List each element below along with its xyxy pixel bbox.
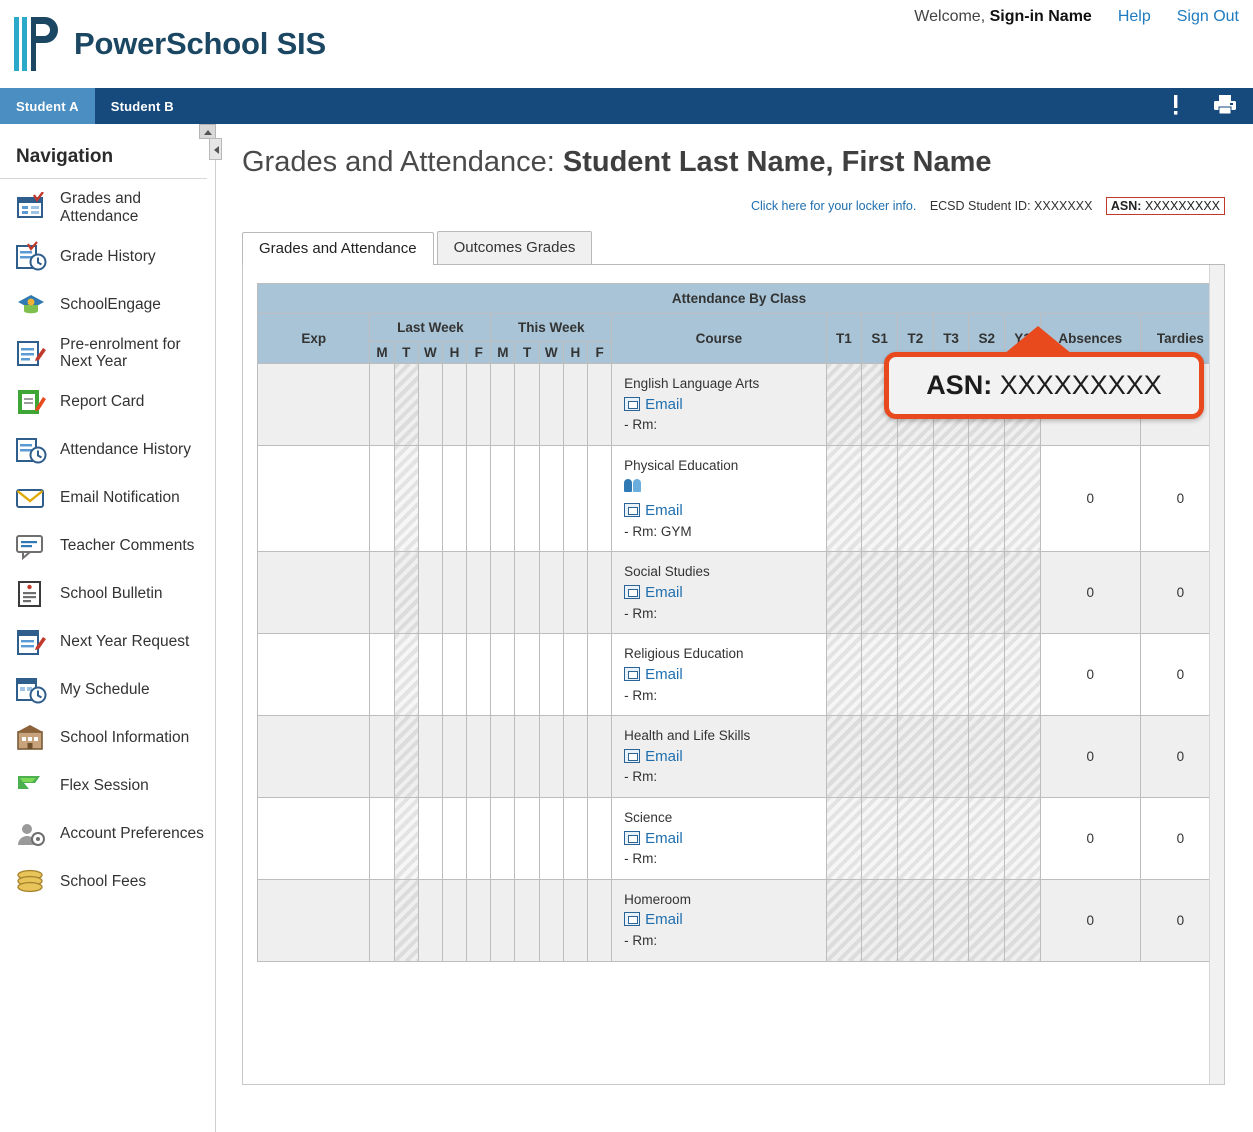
course-name: Science <box>624 809 673 825</box>
cell-lw-m <box>370 716 394 798</box>
cell-s2 <box>969 716 1005 798</box>
col-s1: S1 <box>862 314 898 364</box>
cell-t1 <box>826 445 862 551</box>
next-year-request-icon <box>14 626 48 658</box>
cell-tw-f <box>588 879 612 961</box>
student-id-label: ECSD Student ID: <box>929 199 1031 213</box>
cell-course <box>612 445 826 551</box>
email-link[interactable]: Email <box>645 583 683 601</box>
cell-tw-w <box>539 634 563 716</box>
cell-t2 <box>898 879 934 961</box>
tab-outcomes-grades[interactable]: Outcomes Grades <box>437 231 593 264</box>
pre-enrolment-icon <box>14 337 48 369</box>
course-room: - Rm: <box>624 933 658 949</box>
cell-lw-t <box>394 716 418 798</box>
cell-t3 <box>933 445 969 551</box>
course-name: English Language Arts <box>624 376 760 391</box>
sidebar-item-label: Pre-enrolment for Next Year <box>60 335 181 371</box>
welcome-prefix: Welcome, <box>914 8 986 25</box>
cell-tw-h <box>563 879 587 961</box>
callout-arrow-icon <box>1004 326 1072 354</box>
cell-lw-m <box>370 634 394 716</box>
app-title: PowerSchool SIS <box>74 26 326 61</box>
sidebar-item-teacher-comments[interactable] <box>0 522 215 570</box>
col-lw-f: F <box>467 342 491 364</box>
course-name: Physical Education <box>624 457 739 473</box>
content-tabs <box>242 231 1225 265</box>
scroll-up-arrow-icon[interactable] <box>199 124 216 139</box>
cell-s1 <box>862 716 898 798</box>
cell-tw-f <box>588 797 612 879</box>
cell-t3 <box>933 879 969 961</box>
sidebar-item-label: Flex Session <box>60 777 149 795</box>
cell-lw-h <box>442 364 466 446</box>
cell-t1 <box>826 634 862 716</box>
cell-tardies: 0 <box>1140 445 1220 551</box>
page-title <box>242 146 1225 179</box>
cell-tw-t <box>515 879 539 961</box>
cell-course <box>612 634 826 716</box>
email-notification-icon <box>14 482 48 514</box>
sidebar-item-report-card[interactable] <box>0 378 215 426</box>
asn-value: XXXXXXXXX <box>1144 199 1220 213</box>
cell-course <box>612 716 826 798</box>
cell-t3 <box>933 634 969 716</box>
cell-lw-t <box>394 797 418 879</box>
sidebar-item-label: Grades and Attendance <box>60 190 141 225</box>
cell-t1 <box>826 716 862 798</box>
help-link[interactable]: Help <box>1117 8 1151 25</box>
cell-tardies: 0 <box>1140 552 1220 634</box>
print-icon[interactable] <box>1213 94 1237 118</box>
table-row <box>258 716 1221 798</box>
email-link[interactable]: Email <box>645 502 683 519</box>
cell-absences: 0 <box>1040 445 1140 551</box>
cell-course <box>612 797 826 879</box>
cell-tardies: 0 <box>1140 634 1220 716</box>
cell-tw-m <box>491 797 515 879</box>
cell-s2 <box>969 445 1005 551</box>
cell-tw-w <box>539 364 563 446</box>
sidebar-item-label: Report Card <box>60 393 145 411</box>
cell-lw-h <box>442 634 466 716</box>
cell-t1 <box>826 797 862 879</box>
col-s2: S2 <box>969 314 1005 364</box>
sidebar-item-label: Account Preferences <box>60 825 204 843</box>
cell-exp <box>258 552 370 634</box>
table-row <box>258 879 1221 961</box>
cell-tw-f <box>588 634 612 716</box>
email-icon <box>624 397 640 411</box>
sidebar-item-label: School Fees <box>60 873 147 891</box>
cell-tw-h <box>563 445 587 551</box>
course-room: - Rm: <box>624 605 658 621</box>
cell-lw-f <box>467 634 491 716</box>
cell-lw-t <box>394 879 418 961</box>
cell-lw-f <box>467 879 491 961</box>
cell-lw-m <box>370 797 394 879</box>
email-icon <box>624 749 640 763</box>
cell-tw-f <box>588 364 612 446</box>
page-body <box>0 124 1253 1132</box>
page-title-label: Grades and Attendance: <box>242 146 555 178</box>
email-link[interactable]: Email <box>645 665 683 683</box>
cell-y1 <box>1005 634 1041 716</box>
cell-absences: 0 <box>1040 716 1140 798</box>
cell-lw-w <box>418 797 442 879</box>
cell-tw-m <box>491 364 515 446</box>
cell-tw-f <box>588 445 612 551</box>
email-icon <box>624 503 640 517</box>
cell-tw-w <box>539 716 563 798</box>
table-header-row-1 <box>258 314 1221 342</box>
cell-y1 <box>1005 716 1041 798</box>
cell-tw-t <box>515 634 539 716</box>
school-bulletin-icon <box>14 578 48 610</box>
asn-callout <box>884 352 1204 419</box>
cell-s1 <box>862 879 898 961</box>
cell-lw-f <box>467 716 491 798</box>
student-id-value: XXXXXXX <box>1034 199 1093 213</box>
sidebar-item-label: School Information <box>60 729 190 747</box>
cell-s2 <box>969 552 1005 634</box>
asn-callout-label: ASN: <box>926 370 993 400</box>
main-content <box>216 124 1253 1132</box>
col-t1: T1 <box>826 314 862 364</box>
asn-label: ASN: <box>1110 199 1142 213</box>
email-icon <box>624 667 640 681</box>
cell-absences: 0 <box>1040 797 1140 879</box>
cell-t1 <box>826 552 862 634</box>
cell-y1 <box>1005 552 1041 634</box>
table-row <box>258 552 1221 634</box>
email-link[interactable]: Email <box>645 911 683 929</box>
alert-icon[interactable] <box>1172 95 1179 118</box>
sidebar-item-flex-session[interactable] <box>0 762 215 810</box>
cell-lw-h <box>442 445 466 551</box>
cell-absences: 0 <box>1040 552 1140 634</box>
sidebar-item-school-fees[interactable] <box>0 858 215 906</box>
course-room: - Rm: GYM <box>624 523 692 539</box>
email-link[interactable]: Email <box>645 395 683 413</box>
sidebar-scrollbar[interactable] <box>199 124 216 139</box>
sidebar-item-schoolengage[interactable] <box>0 281 215 329</box>
cell-tw-t <box>515 797 539 879</box>
grades-attendance-icon <box>14 192 48 224</box>
cell-lw-m <box>370 364 394 446</box>
cell-lw-w <box>418 634 442 716</box>
sidebar-item-next-year-request[interactable] <box>0 618 215 666</box>
course-name: Social Studies <box>624 564 710 580</box>
course-name: Religious Education <box>624 646 744 662</box>
col-tw-f: F <box>588 342 612 364</box>
email-link[interactable]: Email <box>645 747 683 765</box>
course-room: - Rm: <box>624 851 658 867</box>
cell-lw-t <box>394 364 418 446</box>
col-lw-h: H <box>442 342 466 364</box>
sidebar-item-label: SchoolEngage <box>60 295 161 313</box>
email-icon <box>624 912 640 926</box>
cell-s1 <box>862 797 898 879</box>
bar-icon-group <box>1172 88 1237 124</box>
cell-lw-w <box>418 445 442 551</box>
cell-tw-w <box>539 445 563 551</box>
email-icon <box>624 585 640 599</box>
email-link[interactable]: Email <box>645 829 683 847</box>
cell-course <box>612 364 826 446</box>
cell-tw-t <box>515 552 539 634</box>
student-info-line <box>242 197 1225 215</box>
cell-lw-t <box>394 634 418 716</box>
cell-y1 <box>1005 797 1041 879</box>
sidebar-item-grade-history[interactable] <box>0 233 215 281</box>
user-name: Sign-in Name <box>989 8 1092 25</box>
cell-t1 <box>826 364 862 446</box>
school-information-icon <box>14 722 48 754</box>
cell-tw-m <box>491 445 515 551</box>
attendance-history-icon <box>14 434 48 466</box>
cell-tw-m <box>491 552 515 634</box>
col-lw-t: T <box>394 342 418 364</box>
app-header <box>0 0 1253 88</box>
cell-lw-t <box>394 445 418 551</box>
cell-exp <box>258 634 370 716</box>
cell-lw-w <box>418 364 442 446</box>
cell-exp <box>258 445 370 551</box>
student-selector-bar <box>0 88 1253 124</box>
cell-t2 <box>898 552 934 634</box>
sidebar-collapse-toggle[interactable] <box>209 138 222 160</box>
teacher-comments-icon <box>14 530 48 562</box>
cell-t2 <box>898 716 934 798</box>
sidebar-item-label: Grade History <box>60 247 156 265</box>
panel-scrollbar[interactable] <box>1209 265 1224 1084</box>
cell-lw-h <box>442 552 466 634</box>
cell-tw-h <box>563 716 587 798</box>
student-tab-a[interactable]: Student A <box>0 88 95 124</box>
cell-y1 <box>1005 879 1041 961</box>
account-preferences-icon <box>14 818 48 850</box>
cell-lw-h <box>442 879 466 961</box>
sidebar-item-label: School Bulletin <box>60 585 163 603</box>
cell-t2 <box>898 445 934 551</box>
cell-lw-m <box>370 552 394 634</box>
table-row <box>258 634 1221 716</box>
col-course: Course <box>612 314 826 364</box>
cell-y1 <box>1005 445 1041 551</box>
welcome-text <box>914 8 1092 26</box>
cell-tw-t <box>515 445 539 551</box>
sidebar-item-label: Next Year Request <box>60 633 190 651</box>
col-lw-m: M <box>370 342 394 364</box>
sidebar <box>0 124 216 1132</box>
group-members-icon[interactable] <box>624 478 643 493</box>
course-room: - Rm: <box>624 417 658 433</box>
cell-absences: 0 <box>1040 634 1140 716</box>
sidebar-item-school-bulletin[interactable] <box>0 570 215 618</box>
cell-lw-w <box>418 879 442 961</box>
cell-t2 <box>898 797 934 879</box>
cell-absences: 0 <box>1040 879 1140 961</box>
cell-tw-t <box>515 364 539 446</box>
course-name: Health and Life Skills <box>624 728 751 744</box>
course-room: - Rm: <box>624 687 658 703</box>
flex-session-icon <box>14 770 48 802</box>
cell-t3 <box>933 552 969 634</box>
locker-info-link[interactable]: Click here for your locker info. <box>750 199 917 213</box>
cell-t1 <box>826 879 862 961</box>
student-tab-b[interactable]: Student B <box>110 98 174 114</box>
grade-history-icon <box>14 241 48 273</box>
col-lw-w: W <box>418 342 442 364</box>
cell-lw-f <box>467 552 491 634</box>
asn-badge <box>1106 197 1225 215</box>
cell-t3 <box>933 797 969 879</box>
col-tw-t: T <box>515 342 539 364</box>
cell-exp <box>258 716 370 798</box>
col-tw-w: W <box>539 342 563 364</box>
col-tardies: Tardies <box>1140 314 1220 364</box>
cell-course <box>612 879 826 961</box>
sidebar-item-attendance-history[interactable] <box>0 426 215 474</box>
table-row <box>258 797 1221 879</box>
cell-tw-m <box>491 879 515 961</box>
school-fees-icon <box>14 866 48 898</box>
sidebar-item-label: Email Notification <box>60 489 180 507</box>
col-t2: T2 <box>898 314 934 364</box>
cell-t3 <box>933 716 969 798</box>
cell-lw-h <box>442 716 466 798</box>
cell-tw-h <box>563 634 587 716</box>
cell-course <box>612 552 826 634</box>
col-last-week: Last Week <box>370 314 491 342</box>
course-name: Homeroom <box>624 891 691 907</box>
col-this-week: This Week <box>491 314 612 342</box>
cell-lw-t <box>394 552 418 634</box>
cell-s2 <box>969 797 1005 879</box>
cell-lw-f <box>467 797 491 879</box>
sidebar-item-email-notification[interactable] <box>0 474 215 522</box>
cell-tw-w <box>539 797 563 879</box>
cell-s1 <box>862 552 898 634</box>
cell-tw-h <box>563 797 587 879</box>
page-title-student: Student Last Name, First Name <box>562 146 992 178</box>
sidebar-item-label: My Schedule <box>60 681 150 699</box>
powerschool-logo-icon <box>14 15 60 73</box>
sidebar-item-account-preferences[interactable] <box>0 810 215 858</box>
cell-tw-w <box>539 879 563 961</box>
asn-callout-box <box>884 352 1204 419</box>
cell-lw-f <box>467 364 491 446</box>
sidebar-item-my-schedule[interactable] <box>0 666 215 714</box>
cell-lw-m <box>370 879 394 961</box>
cell-tw-w <box>539 552 563 634</box>
col-exp: Exp <box>258 314 370 364</box>
col-absences: Absences <box>1040 314 1140 364</box>
report-card-icon <box>14 386 48 418</box>
cell-lw-f <box>467 445 491 551</box>
cell-s2 <box>969 634 1005 716</box>
table-caption: Attendance By Class <box>258 284 1221 314</box>
cell-exp <box>258 797 370 879</box>
brand-area <box>0 15 326 73</box>
cell-t2 <box>898 634 934 716</box>
cell-tardies: 0 <box>1140 879 1220 961</box>
cell-lw-h <box>442 797 466 879</box>
cell-tw-f <box>588 716 612 798</box>
cell-tardies: 0 <box>1140 716 1220 798</box>
col-y1: Y1 <box>1005 314 1041 364</box>
cell-tw-m <box>491 716 515 798</box>
cell-s1 <box>862 445 898 551</box>
course-room: - Rm: <box>624 769 658 785</box>
sidebar-title: Navigation <box>0 124 207 179</box>
asn-callout-value: XXXXXXXXX <box>999 370 1162 400</box>
sign-out-link[interactable]: Sign Out <box>1176 8 1239 25</box>
table-caption-row <box>258 284 1221 314</box>
schoolengage-icon <box>14 289 48 321</box>
cell-tw-h <box>563 552 587 634</box>
cell-tw-f <box>588 552 612 634</box>
cell-lw-w <box>418 716 442 798</box>
sidebar-item-label: Teacher Comments <box>60 537 195 555</box>
col-tw-m: M <box>491 342 515 364</box>
cell-tw-m <box>491 634 515 716</box>
sidebar-item-grades-and-attendance[interactable] <box>0 183 215 233</box>
cell-lw-m <box>370 445 394 551</box>
cell-lw-w <box>418 552 442 634</box>
cell-exp <box>258 879 370 961</box>
table-row <box>258 445 1221 551</box>
user-area <box>914 8 1239 26</box>
my-schedule-icon <box>14 674 48 706</box>
cell-s1 <box>862 634 898 716</box>
col-tw-h: H <box>563 342 587 364</box>
sidebar-item-pre-enrolment-for-next-year[interactable] <box>0 329 215 379</box>
sidebar-item-school-information[interactable] <box>0 714 215 762</box>
col-t3: T3 <box>933 314 969 364</box>
cell-s2 <box>969 879 1005 961</box>
cell-tardies: 0 <box>1140 797 1220 879</box>
sidebar-item-label: Attendance History <box>60 441 191 459</box>
email-icon <box>624 831 640 845</box>
cell-exp <box>258 364 370 446</box>
tab-grades-and-attendance[interactable]: Grades and Attendance <box>242 232 434 265</box>
cell-tw-h <box>563 364 587 446</box>
cell-tw-t <box>515 716 539 798</box>
sidebar-nav-list <box>0 179 215 906</box>
